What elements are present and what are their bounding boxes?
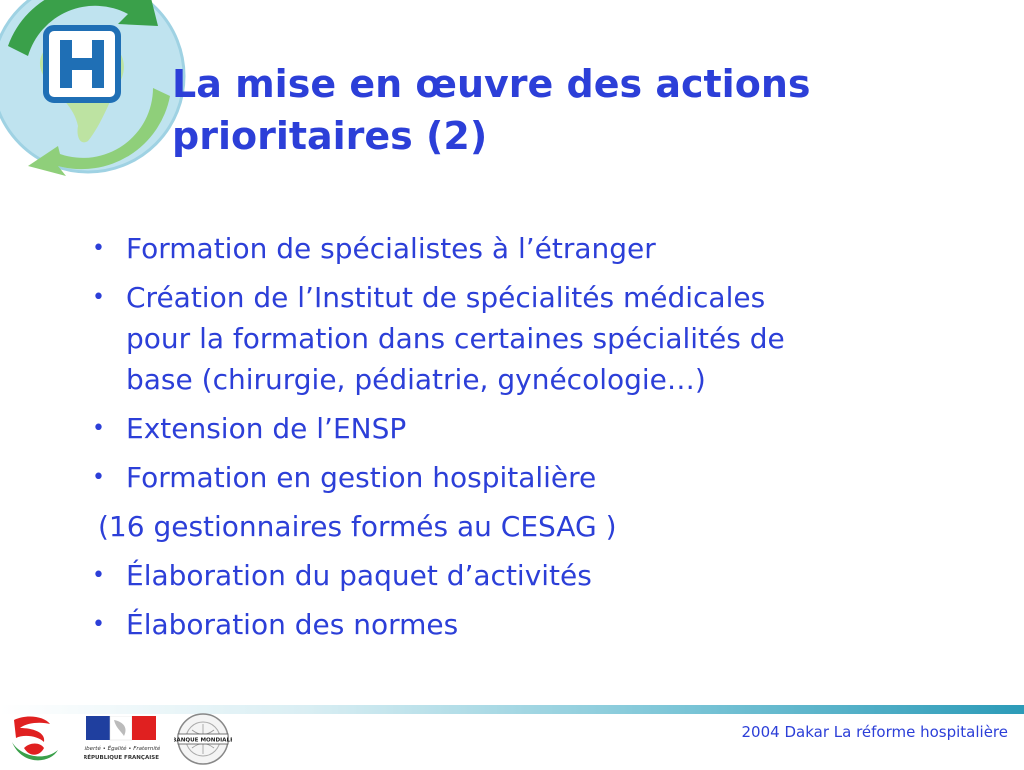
list-item-text: Création de l’Institut de spécialités médicales — [126, 281, 766, 314]
list-item — [86, 457, 986, 498]
republic-motto-text: Liberté • Égalité • Fraternité — [84, 746, 160, 752]
hospital-logo-icon — [0, 0, 188, 176]
list-item-text: pour la formation dans certaines spécialités de — [126, 322, 785, 355]
bullet-icon: • — [92, 236, 105, 261]
world-bank-label: BANQUE MONDIALE — [174, 737, 232, 744]
footer-caption: 2004 Dakar La réforme hospitalière — [741, 723, 1008, 741]
bullet-icon: • — [92, 465, 105, 490]
bullet-icon: • — [92, 563, 105, 588]
footer-divider — [0, 705, 1024, 714]
list-item-text: Extension de l’ENSP — [126, 412, 407, 445]
list-item-text: Élaboration des normes — [126, 608, 459, 641]
list-item-text: Formation en gestion hospitalière — [126, 461, 597, 494]
list-item-text: Élaboration du paquet d’activités — [126, 559, 592, 592]
bullet-icon: • — [92, 285, 105, 310]
bullet-icon: • — [92, 416, 105, 441]
slide-title — [172, 58, 1002, 162]
bullet-list — [86, 228, 986, 653]
bullet-icon: • — [92, 612, 105, 637]
title-line-1: La mise en œuvre des actions — [172, 62, 811, 106]
list-item — [86, 604, 986, 645]
list-item-text: Formation de spécialistes à l’étranger — [126, 232, 656, 265]
list-item — [86, 277, 986, 400]
list-item — [86, 408, 986, 449]
list-item — [86, 555, 986, 596]
title-line-2: prioritaires (2) — [172, 114, 488, 158]
french-republic-logo-icon — [84, 716, 160, 768]
list-item-text: base (chirurgie, pédiatrie, gynécologie…) — [126, 363, 706, 396]
republic-name-text: RÉPUBLIQUE FRANÇAISE — [84, 755, 159, 761]
list-item — [86, 228, 986, 269]
world-bank-seal-icon — [174, 712, 232, 770]
health-ministry-logo-icon — [4, 712, 66, 770]
sub-note: (16 gestionnaires formés au CESAG ) — [98, 510, 617, 543]
